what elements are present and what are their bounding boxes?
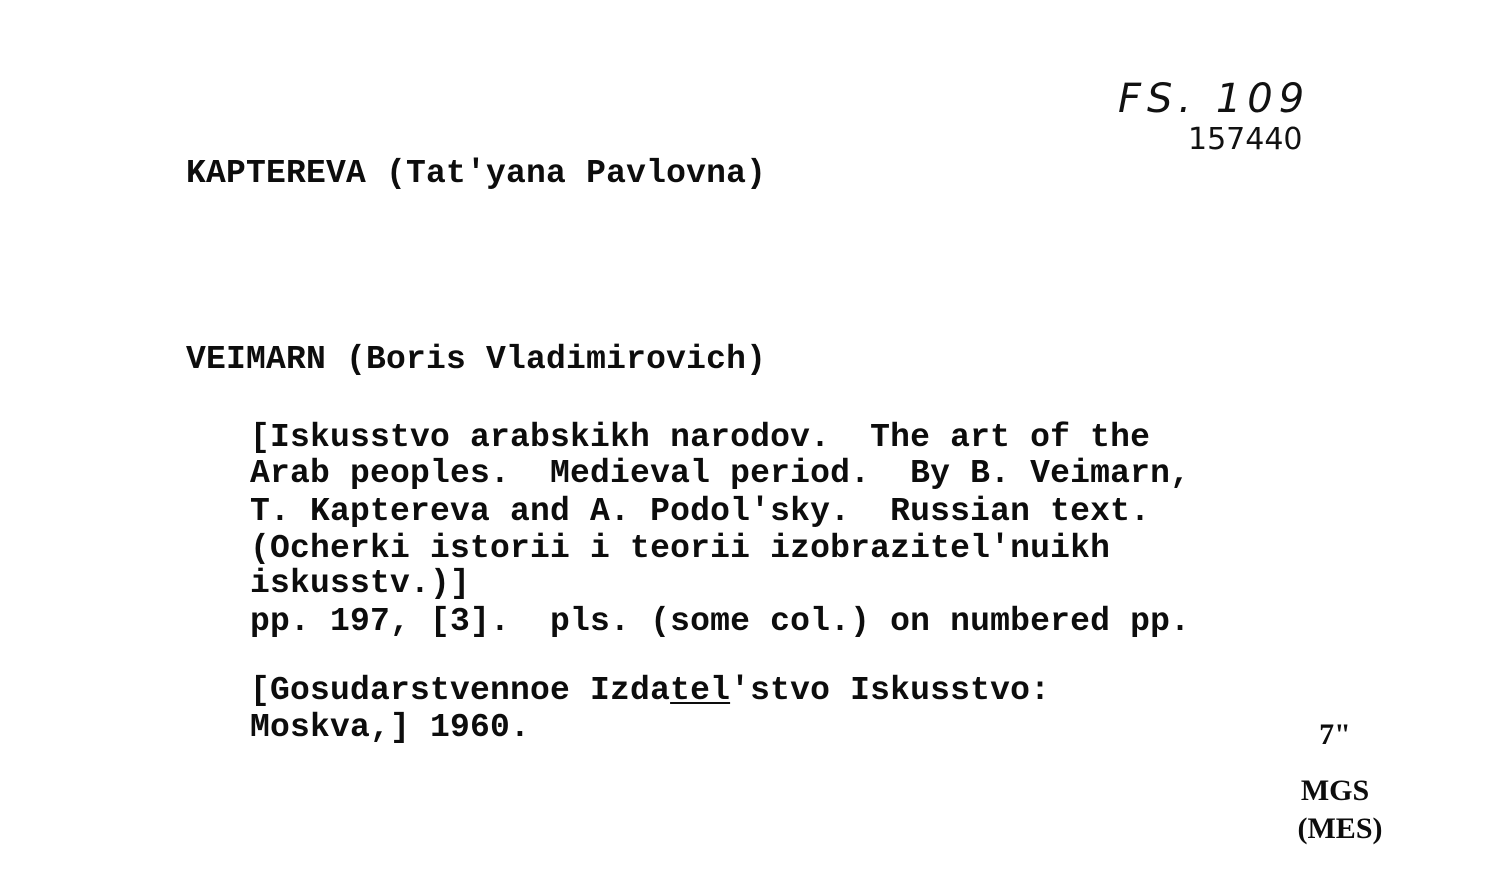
imprint-publisher-end: 'stvo Iskusstvo: [730,672,1051,709]
imprint-publisher-start: [Gosudarstvennoe Izda [250,672,671,709]
shelf-mark: FS. 109 [1118,76,1311,122]
title-line: T. Kaptereva and A. Podol'sky. Russian text. [250,493,1151,530]
size-code: 7" [1319,718,1351,751]
classification-code: MGS [1300,774,1370,807]
accession-number: 157440 [1188,122,1303,157]
title-line: Arab peoples. Medieval period. By B. Veimarn, [250,455,1191,492]
imprint-underlined-fragment: tel [670,672,731,709]
title-line: iskusstv.)] [250,565,471,602]
classification-subcode: (MES) [1297,812,1383,845]
title-line: [Iskusstvo arabskikh narodov. The art of the [250,419,1151,456]
title-line: (Ocherki istorii i teorii izobrazitel'nuikh [250,530,1111,567]
secondary-author-heading: KAPTEREVA (Tat'yana Pavlovna) [186,155,767,192]
imprint-place-date: Moskva,] 1960. [250,709,531,746]
collation-line: pp. 197, [3]. pls. (some col.) on numbered pp. [250,603,1191,640]
main-author-heading: VEIMARN (Boris Vladimirovich) [186,341,767,378]
imprint-line [250,673,1050,709]
